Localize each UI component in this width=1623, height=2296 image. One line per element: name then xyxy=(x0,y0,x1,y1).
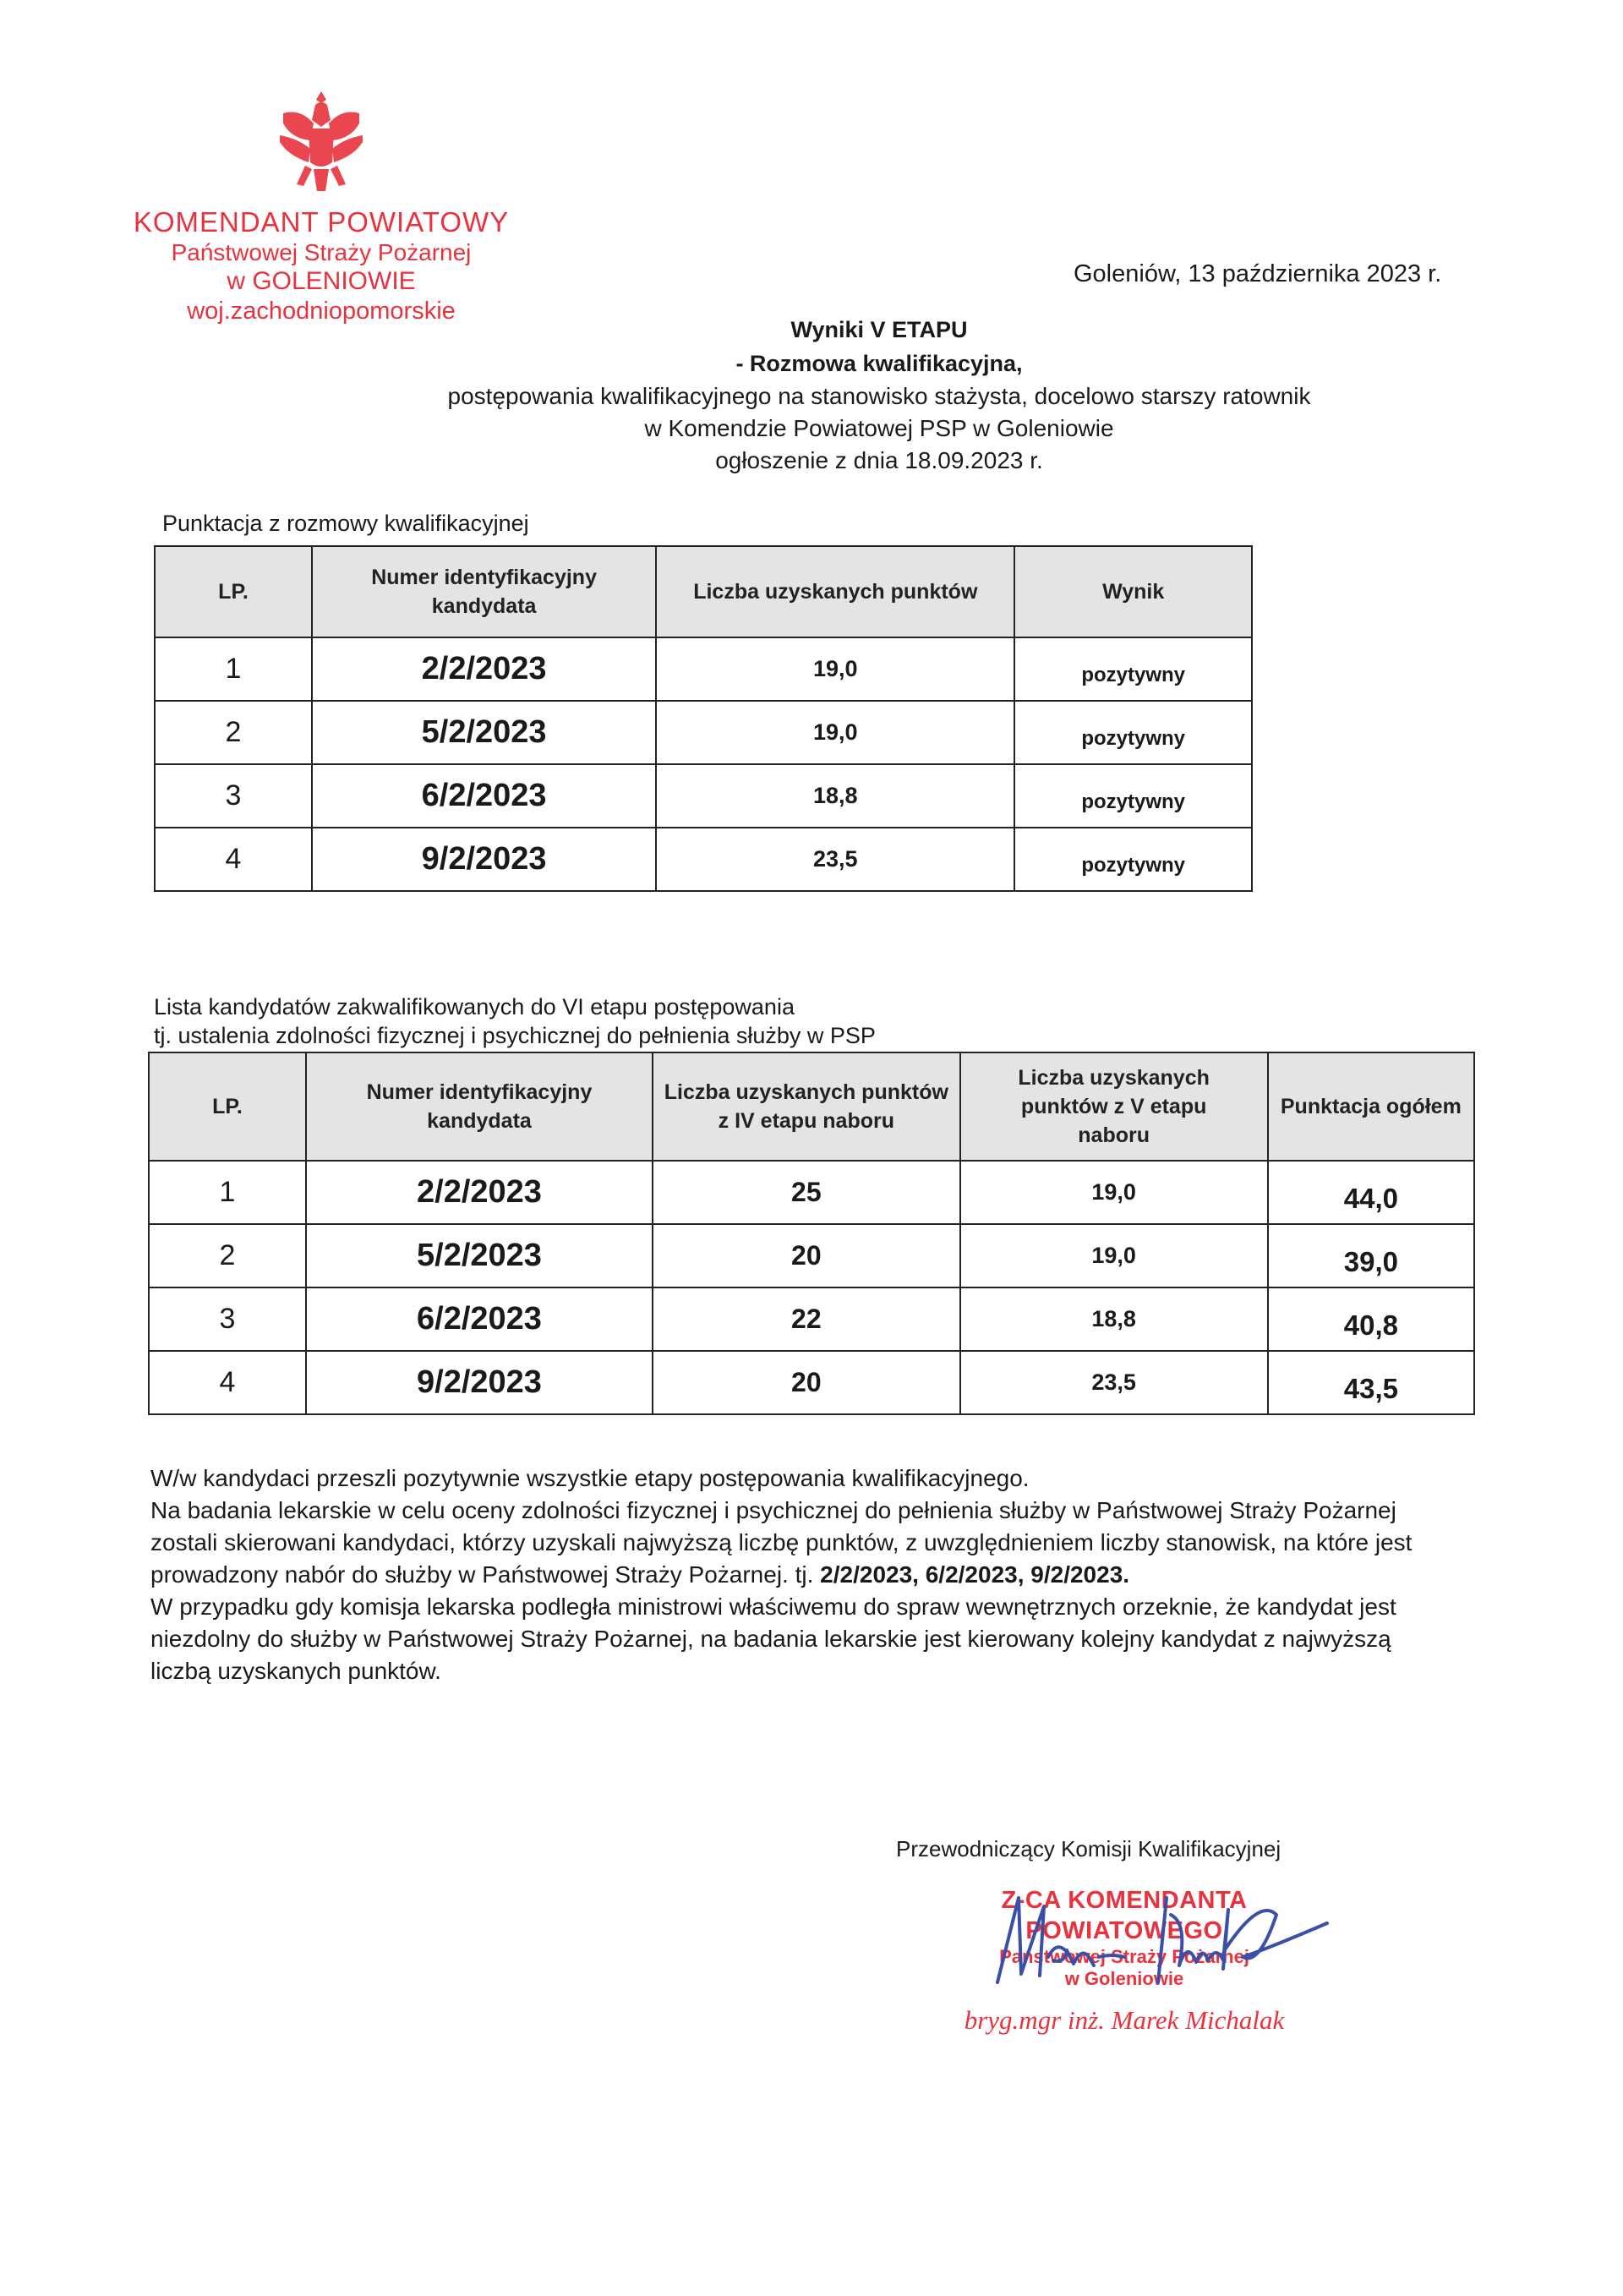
cell-lp: 1 xyxy=(149,1161,306,1224)
cell-id: 6/2/2023 xyxy=(312,764,656,828)
paragraph-2-text: Na badania lekarskie w celu oceny zdolności fizycznej i psychicznej do pełnienia służby w Państwowej Straży Pożarnej zostali skierowani kandydaci, którzy uzyskali najwyższą liczbę punktów, z uwzględnieniem liczby stanowisk, na które jest prowadzony nabór do służby w Państwowej Straży Pożarnej. tj. xyxy=(150,1497,1413,1588)
stamp-line-4: woj.zachodniopomorskie xyxy=(187,298,456,325)
stamp-line-1: KOMENDANT POWIATOWY xyxy=(133,206,510,238)
table1-caption: Punktacja z rozmowy kwalifikacyjnej xyxy=(162,511,529,536)
cell-stage5: 23,5 xyxy=(960,1351,1268,1414)
signatory-name: bryg.mgr inż. Marek Michalak xyxy=(964,2005,1285,2035)
signature-stamp-line-2: Państwowej Straży Pożarnej xyxy=(999,1946,1249,1967)
cell-lp: 3 xyxy=(155,764,312,828)
table-row xyxy=(149,1161,1474,1224)
qualified-candidates-table xyxy=(148,1052,1475,1415)
paragraph-1: W/w kandydaci przeszli pozytywnie wszystkie etapy postępowania kwalifikacyjnego. xyxy=(150,1465,1030,1491)
cell-lp: 4 xyxy=(149,1351,306,1414)
cell-points: 23,5 xyxy=(656,828,1014,891)
cell-id: 5/2/2023 xyxy=(312,701,656,764)
cell-lp: 4 xyxy=(155,828,312,891)
paragraph-3: W przypadku gdy komisja lekarska podległa ministrowi właściwemu do spraw wewnętrznych orzeknie, że kandydat jest niezdolny do służby w Państwowej Straży Pożarnej, na badania lekarskie jest kierowany kolejny kandydat z najwyższą liczbą uzyskanych punktów. xyxy=(150,1594,1396,1684)
cell-lp: 2 xyxy=(155,701,312,764)
signature-stamp-line-3: w Goleniowie xyxy=(1064,1968,1184,1989)
selected-candidates: 2/2/2023, 6/2/2023, 9/2/2023. xyxy=(820,1561,1130,1588)
column-header-total: Punktacja ogółem xyxy=(1268,1052,1474,1161)
column-header-id: Numer identyfikacyjny kandydata xyxy=(312,546,656,637)
cell-id: 2/2/2023 xyxy=(312,637,656,701)
cell-total: 40,8 xyxy=(1268,1287,1474,1351)
cell-lp: 3 xyxy=(149,1287,306,1351)
paragraph-2 xyxy=(150,1495,1435,1591)
stamp-line-2: Państwowej Straży Pożarnej xyxy=(171,239,472,265)
signature-title: Przewodniczący Komisji Kwalifikacyjnej xyxy=(896,1836,1281,1861)
column-header-stage5-points: Liczba uzyskanych punktów z V etapu naboru xyxy=(960,1052,1268,1161)
table-row xyxy=(155,701,1252,764)
cell-result: pozytywny xyxy=(1014,701,1252,764)
table-row xyxy=(155,828,1252,891)
table-row xyxy=(149,1224,1474,1287)
cell-points: 19,0 xyxy=(656,701,1014,764)
cell-lp: 1 xyxy=(155,637,312,701)
header-line-3: postępowania kwalifikacyjnego na stanowisko stażysta, docelowo starszy ratownik xyxy=(447,383,1311,409)
column-header-lp: LP. xyxy=(155,546,312,637)
cell-stage4: 20 xyxy=(653,1351,960,1414)
cell-result: pozytywny xyxy=(1014,828,1252,891)
table-row xyxy=(149,1351,1474,1414)
document-title: Wyniki V ETAPU xyxy=(790,317,968,342)
table-row xyxy=(155,764,1252,828)
cell-id: 9/2/2023 xyxy=(306,1351,653,1414)
cell-stage5: 18,8 xyxy=(960,1287,1268,1351)
column-header-id: Numer identyfikacyjny kandydata xyxy=(306,1052,653,1161)
cell-id: 2/2/2023 xyxy=(306,1161,653,1224)
column-header-lp: LP. xyxy=(149,1052,306,1161)
table2-caption-line-1: Lista kandydatów zakwalifikowanych do VI etapu postępowania xyxy=(154,994,795,1020)
cell-stage4: 20 xyxy=(653,1224,960,1287)
cell-result: pozytywny xyxy=(1014,764,1252,828)
cell-points: 18,8 xyxy=(656,764,1014,828)
cell-id: 5/2/2023 xyxy=(306,1224,653,1287)
interview-results-table xyxy=(154,545,1253,892)
stamp-line-3: w GOLENIOWIE xyxy=(227,267,416,295)
polish-eagle-icon xyxy=(266,85,376,203)
cell-stage5: 19,0 xyxy=(960,1224,1268,1287)
cell-result: pozytywny xyxy=(1014,637,1252,701)
column-header-points: Liczba uzyskanych punktów xyxy=(656,546,1014,637)
document-header xyxy=(321,313,1505,477)
cell-stage5: 19,0 xyxy=(960,1161,1268,1224)
cell-stage4: 25 xyxy=(653,1161,960,1224)
office-stamp xyxy=(118,85,524,326)
column-header-result: Wynik xyxy=(1014,546,1252,637)
cell-total: 39,0 xyxy=(1268,1224,1474,1287)
document-subtitle: - Rozmowa kwalifikacyjna, xyxy=(735,351,1023,376)
date-line: Goleniów, 13 października 2023 r. xyxy=(1074,260,1442,287)
cell-id: 6/2/2023 xyxy=(306,1287,653,1351)
header-line-5: ogłoszenie z dnia 18.09.2023 r. xyxy=(715,447,1043,473)
handwritten-signature-icon xyxy=(972,1881,1344,1991)
column-header-stage4-points: Liczba uzyskanych punktów z IV etapu naboru xyxy=(653,1052,960,1161)
signature-stamp-line-1: Z-CA KOMENDANTA POWIATOWEGO xyxy=(1001,1887,1248,1944)
header-line-4: w Komendzie Powiatowej PSP w Goleniowie xyxy=(644,415,1114,441)
cell-id: 9/2/2023 xyxy=(312,828,656,891)
table-row xyxy=(149,1287,1474,1351)
body-text xyxy=(150,1462,1435,1687)
table2-caption-line-2: tj. ustalenia zdolności fizycznej i psychicznej do pełnienia służby w PSP xyxy=(154,1023,876,1048)
cell-lp: 2 xyxy=(149,1224,306,1287)
cell-total: 43,5 xyxy=(1268,1351,1474,1414)
cell-points: 19,0 xyxy=(656,637,1014,701)
cell-total: 44,0 xyxy=(1268,1161,1474,1224)
cell-stage4: 22 xyxy=(653,1287,960,1351)
table-row xyxy=(155,637,1252,701)
